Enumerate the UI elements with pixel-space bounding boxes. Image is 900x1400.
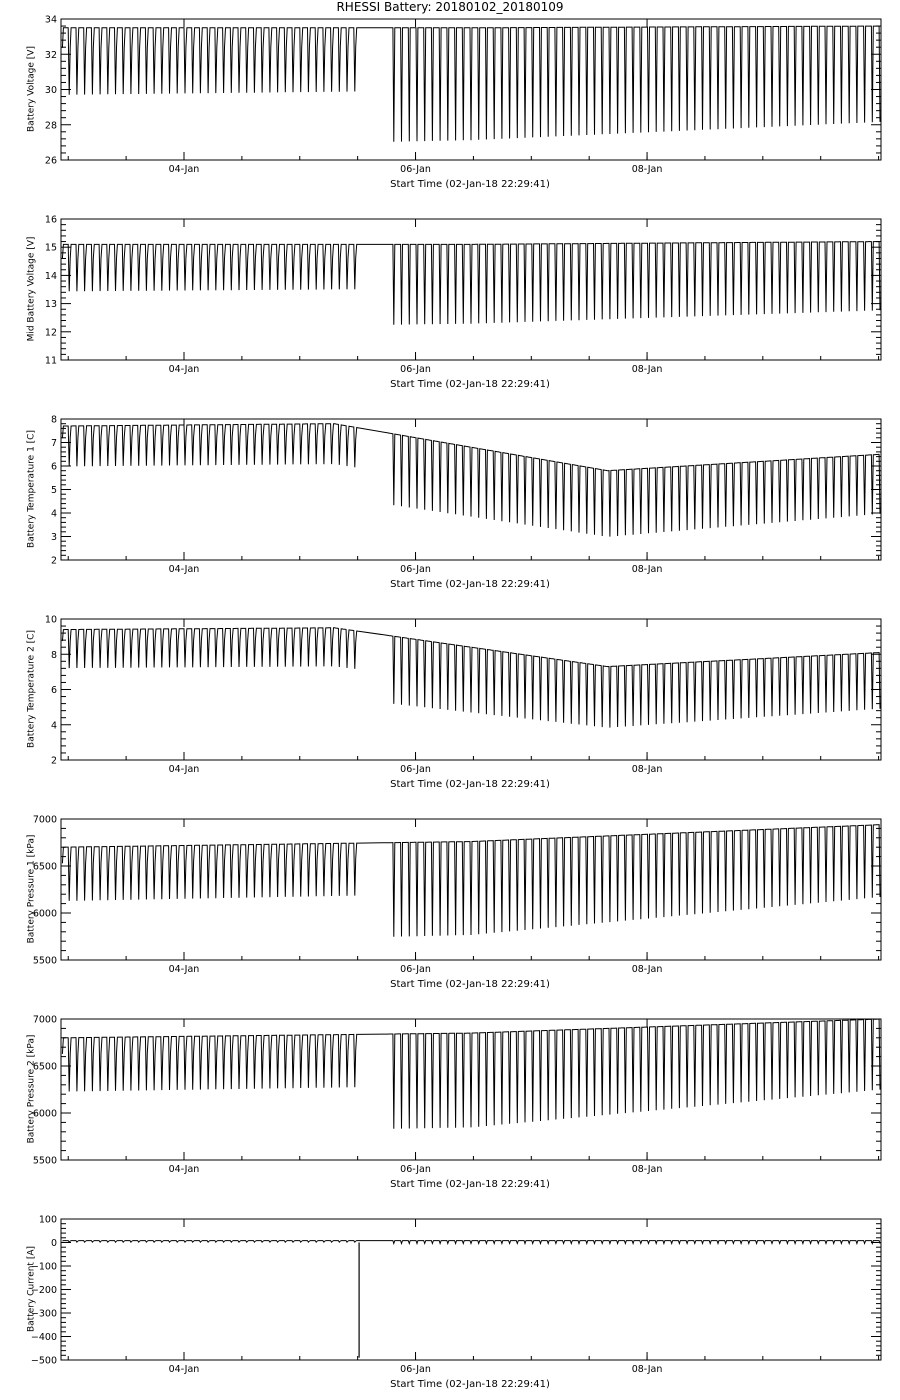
y-tick-label: 16 — [44, 214, 57, 226]
x-tick-label: 08-Jan — [631, 1364, 663, 1375]
y-tick-label: 6 — [50, 461, 57, 473]
x-tick-label: 06-Jan — [400, 364, 431, 375]
y-tick-label: 2 — [50, 555, 57, 567]
y-tick-label: 6500 — [32, 1061, 57, 1073]
x-tick-label: 08-Jan — [631, 964, 663, 975]
x-axis-title: Start Time (02-Jan-18 22:29:41) — [390, 779, 550, 790]
x-tick-label: 04-Jan — [168, 364, 200, 375]
x-axis-title: Start Time (02-Jan-18 22:29:41) — [390, 179, 550, 190]
y-tick-label: 5500 — [32, 1155, 57, 1167]
x-tick-label: 06-Jan — [400, 164, 431, 175]
x-tick-label: 08-Jan — [631, 764, 663, 775]
y-tick-label: −200 — [30, 1285, 57, 1296]
x-axis-title: Start Time (02-Jan-18 22:29:41) — [390, 1179, 550, 1190]
y-tick-label: 4 — [50, 508, 57, 520]
y-tick-label: 12 — [44, 327, 57, 339]
x-axis-title: Start Time (02-Jan-18 22:29:41) — [390, 1379, 550, 1390]
x-axis-title: Start Time (02-Jan-18 22:29:41) — [390, 379, 550, 390]
x-tick-label: 08-Jan — [631, 364, 663, 375]
x-tick-label: 06-Jan — [400, 1364, 431, 1375]
x-tick-label: 06-Jan — [400, 564, 431, 575]
y-axis-title: Battery Temperature 2 [C] — [26, 629, 36, 748]
x-axis-title: Start Time (02-Jan-18 22:29:41) — [390, 979, 550, 990]
y-tick-label: 11 — [44, 355, 57, 367]
y-tick-label: 100 — [38, 1214, 57, 1226]
y-tick-label: 30 — [44, 85, 57, 96]
x-tick-label: 06-Jan — [400, 1164, 431, 1175]
y-tick-label: −500 — [30, 1355, 57, 1367]
y-tick-label: 5 — [50, 485, 57, 496]
y-tick-label: 34 — [44, 14, 57, 26]
y-tick-label: 4 — [50, 720, 57, 732]
y-tick-label: 8 — [50, 649, 57, 661]
y-tick-label: −400 — [30, 1332, 57, 1343]
y-tick-label: 8 — [50, 414, 57, 426]
page-title: RHESSI Battery: 20180102_20180109 — [336, 0, 564, 14]
y-tick-label: 5500 — [32, 955, 57, 967]
y-tick-label: 7000 — [32, 814, 57, 826]
y-tick-label: 7 — [50, 438, 57, 449]
x-tick-label: 04-Jan — [168, 564, 200, 575]
y-tick-label: 6000 — [32, 1108, 57, 1120]
x-tick-label: 08-Jan — [631, 1164, 663, 1175]
y-tick-label: 3 — [50, 532, 57, 543]
y-tick-label: 10 — [44, 614, 57, 626]
y-tick-label: 14 — [44, 270, 57, 282]
x-tick-label: 06-Jan — [400, 964, 431, 975]
y-axis-title: Battery Pressure 1 [kPa] — [26, 834, 36, 943]
x-tick-label: 04-Jan — [168, 1164, 200, 1175]
y-tick-label: −300 — [30, 1308, 57, 1320]
y-tick-label: −100 — [30, 1261, 57, 1273]
x-tick-label: 06-Jan — [400, 764, 431, 775]
y-axis-title: Battery Current [A] — [26, 1245, 36, 1332]
y-tick-label: 26 — [44, 155, 57, 167]
x-tick-label: 04-Jan — [168, 764, 200, 775]
x-tick-label: 08-Jan — [631, 164, 663, 175]
y-tick-label: 15 — [44, 242, 57, 254]
y-tick-label: 0 — [50, 1238, 57, 1249]
x-tick-label: 04-Jan — [168, 164, 200, 175]
y-axis-title: Battery Pressure 2 [kPa] — [26, 1034, 36, 1143]
y-tick-label: 6000 — [32, 908, 57, 920]
y-tick-label: 13 — [44, 299, 57, 311]
y-axis-title: Mid Battery Voltage [V] — [26, 236, 36, 341]
y-tick-label: 32 — [44, 49, 57, 61]
x-tick-label: 04-Jan — [168, 964, 200, 975]
series-line — [62, 1241, 880, 1244]
y-tick-label: 28 — [44, 120, 57, 132]
x-tick-label: 08-Jan — [631, 564, 663, 575]
y-axis-title: Battery Voltage [V] — [26, 45, 36, 132]
y-tick-label: 6 — [50, 685, 57, 696]
x-axis-title: Start Time (02-Jan-18 22:29:41) — [390, 579, 550, 590]
y-axis-title: Battery Temperature 1 [C] — [26, 429, 36, 548]
y-tick-label: 7000 — [32, 1014, 57, 1026]
y-tick-label: 6500 — [32, 861, 57, 873]
x-tick-label: 04-Jan — [168, 1364, 200, 1375]
y-tick-label: 2 — [50, 755, 57, 767]
